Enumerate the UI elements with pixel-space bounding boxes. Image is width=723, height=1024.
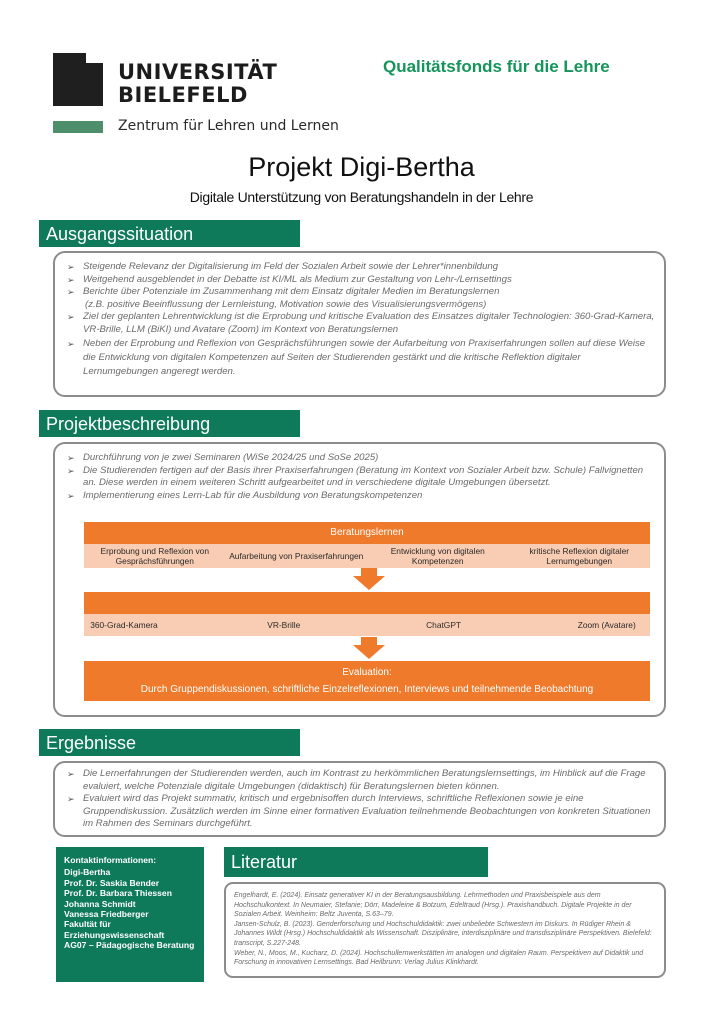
- down-arrow-icon: [353, 568, 385, 590]
- diagram-tool-cell: Zoom (Avatare): [577, 620, 636, 630]
- logo-notch: [86, 53, 103, 63]
- arrow-bullet-icon: ➢: [67, 490, 75, 501]
- contact-line: Erziehungswissenschaft: [64, 929, 165, 940]
- arrow-bullet-icon: ➢: [67, 274, 75, 285]
- diagram-tool-cell: ChatGPT: [426, 620, 462, 630]
- ausgangssituation-box: [53, 251, 666, 397]
- section-heading-ausgangssituation: Ausgangssituation: [39, 220, 300, 247]
- contact-line: Johanna Schmidt: [64, 898, 136, 909]
- diagram-goal-cell: Erprobung und Reflexion von Gesprächsführungen: [100, 546, 209, 566]
- evaluation-label: Evaluation:: [342, 667, 392, 678]
- section-heading-projektbeschreibung: Projektbeschreibung: [39, 410, 300, 437]
- list-item: ➢ Neben der Erprobung und Reflexion von Gesprächsführungen sowie der Aufarbeitung von Praxiserfahrungen sollen auf diese Weise die Entwicklung von digitalen Kompetenzen auf Seiten der Studierenden gestärkt und die kritische Reflektion digitaler Lernumgebungen angeregt werden.: [67, 337, 646, 378]
- diagram-tool-cell: [164, 614, 244, 636]
- reference-entry: Weber, N., Moos, M., Kucharz, D. (2024). Hochschullernwerkstätten im analogen und digitalen Raum. Perspektiven auf Didaktik und Forschung in innovativen Lernsettings. Bad Heilbrunn: Verlag Julius Klinkhardt.: [234, 949, 644, 967]
- list-item: ➢ Implementierung eines Lern-Lab für die Ausbildung von Beratungskompetenzen: [67, 489, 423, 501]
- evaluation-text: Durch Gruppendiskussionen, schriftliche Einzelreflexionen, Interviews und teilnehmende Beobachtung: [140, 684, 594, 695]
- diagram-goals-row: [84, 544, 650, 568]
- reference-entry: Engelhardt, E. (2024). Einsatz generativer KI in der Beratungsausbildung. Lehrmethoden und Praxisbeispiele aus dem Hochschulkontext. In Neumaier, Stefanie; Dörr, Madeleine & Botzum, Edeltraud (Hrsg.). Praxishandbuch. Digitale Projekte in der Sozialen Arbeit. Weinheim: Beltz Juventa, S.63–79.: [234, 892, 632, 919]
- contact-line: Digi-Bertha: [64, 867, 111, 878]
- diagram-evaluation-bar: [84, 661, 650, 701]
- list-item: ➢ Evaluiert wird das Projekt summativ, kritisch und ergebnisoffen durch Interviews, schriftliche Reflexionen sowie je eine Gruppendiskussion. Zusätzlich werden im Sinne einer formativen Evaluation teilnehmende Beobachtungen von konkreten Situationen im Rahmen des Seminars durchgeführt.: [67, 793, 651, 830]
- literatur-box: [224, 882, 666, 978]
- arrow-bullet-icon: ➢: [67, 338, 75, 349]
- arrow-bullet-icon: ➢: [67, 769, 75, 779]
- contact-box: [56, 847, 204, 982]
- contact-line: Prof. Dr. Barbara Thiessen: [64, 888, 172, 899]
- contact-line: Prof. Dr. Saskia Bender: [64, 877, 160, 888]
- arrow-bullet-icon: ➢: [67, 312, 75, 323]
- university-name-line2: BIELEFELD: [118, 83, 248, 107]
- arrow-bullet-icon: ➢: [67, 794, 75, 805]
- reference-entry: Jansen-Schulz, B. (2023). Genderforschung und Hochschuldidaktik: zwei unbeliebte Schwestern im Diskurs. In Rüdiger Rhein & Johannes Wildt (Hrsg.) Hochschuldidaktik als Wissenschaft. Disziplinäre, interdisziplinäre und transdisziplinäre Perspektiven. Bielefeld: transcript, S.227-248.: [234, 920, 652, 947]
- diagram-tool-cell: [324, 614, 404, 636]
- diagram-tool-cell: VR-Brille: [267, 620, 301, 630]
- diagram-tool-cell: 360-Grad-Kamera: [90, 620, 158, 630]
- diagram-goal-cell: Aufarbeitung von Praxiserfahrungen: [229, 551, 364, 561]
- list-item: ➢ Die Studierenden fertigen auf der Basis ihrer Praxiserfahrungen (Beratung im Kontext von Sozialer Arbeit bzw. Schule) Fallvignetten an. Diese werden in einem weiteren Schritt aufgearbeitet und in verschiedene digitale Umgebungen übersetzt.: [67, 464, 644, 489]
- university-name-line1: UNIVERSITÄT: [118, 60, 278, 84]
- diagram-goal-cell: Entwicklung von digitalen Kompetenzen: [390, 546, 485, 566]
- diagram-beratungslernen-bar: Beratungslernen: [84, 522, 650, 544]
- arrow-bullet-icon: ➢: [67, 465, 75, 476]
- fund-name: Qualitätsfonds für die Lehre: [383, 57, 610, 76]
- diagram-tools-bar: [84, 592, 650, 614]
- arrow-bullet-icon: ➢: [67, 453, 75, 463]
- diagram-tool-cell: [484, 614, 564, 636]
- list-item: ➢ Ziel der geplanten Lehrentwicklung ist die Erprobung und kritische Evaluation des Einsatzes digitaler Technologien: 360-Grad-Kamera, VR-Brille, LLM (BiKI) und Avatare (Zoom) im Kontext von Beratungslernen: [67, 311, 655, 335]
- list-item: ➢ Steigende Relevanz der Digitalisierung im Feld der Sozialen Arbeit sowie der Lehrer*innenbildung: [67, 261, 499, 272]
- list-item: ➢ Durchführung von je zwei Seminaren (WiSe 2024/25 und SoSe 2025): [67, 452, 379, 463]
- contact-line: Vanessa Friedberger: [64, 909, 149, 920]
- center-name: Zentrum für Lehren und Lernen: [118, 118, 339, 134]
- contact-line: Fakultät für: [64, 919, 111, 930]
- section-heading-ergebnisse: Ergebnisse: [39, 729, 300, 756]
- arrow-bullet-icon: ➢: [67, 287, 75, 298]
- center-logo-bar: [53, 121, 103, 133]
- section-heading-literatur: Literatur: [224, 847, 488, 877]
- list-item: ➢ Die Lernerfahrungen der Studierenden werden, auch im Kontrast zu herkömmlichen Beratungslernsettings, im Hinblick auf die Frage evaluiert, welche Potenziale digitale Umgebungen (didaktisch) für Beratungslernen bieten können.: [67, 768, 646, 792]
- poster-subtitle: Digitale Unterstützung von Beratungshandeln in der Lehre: [189, 189, 534, 205]
- diagram-goal-cell: kritische Reflexion digitaler Lernumgebungen: [529, 546, 630, 566]
- ergebnisse-box: [53, 761, 666, 837]
- list-item: ➢ Weitgehend ausgeblendet in der Debatte ist KI/ML als Medium zur Gestaltung von Lehr-/Lernsettings: [67, 273, 512, 285]
- contact-line: AG07 – Pädagogische Beratung: [64, 940, 195, 951]
- diagram-tools-row: [84, 614, 650, 636]
- arrow-bullet-icon: ➢: [67, 262, 75, 272]
- list-item-continuation: (z.B. positive Beeinflussung der Lernleistung, Motivation sowie des Visualisierungsvermögens): [85, 298, 487, 310]
- down-arrow-icon: [353, 637, 385, 659]
- contact-heading: Kontaktinformationen:: [64, 855, 157, 865]
- list-item: ➢ Berichte über Potenziale im Zusammenhang mit dem Einsatz digitaler Medien im Beratungslernen: [67, 286, 500, 298]
- poster-title: Projekt Digi-Bertha: [248, 152, 475, 182]
